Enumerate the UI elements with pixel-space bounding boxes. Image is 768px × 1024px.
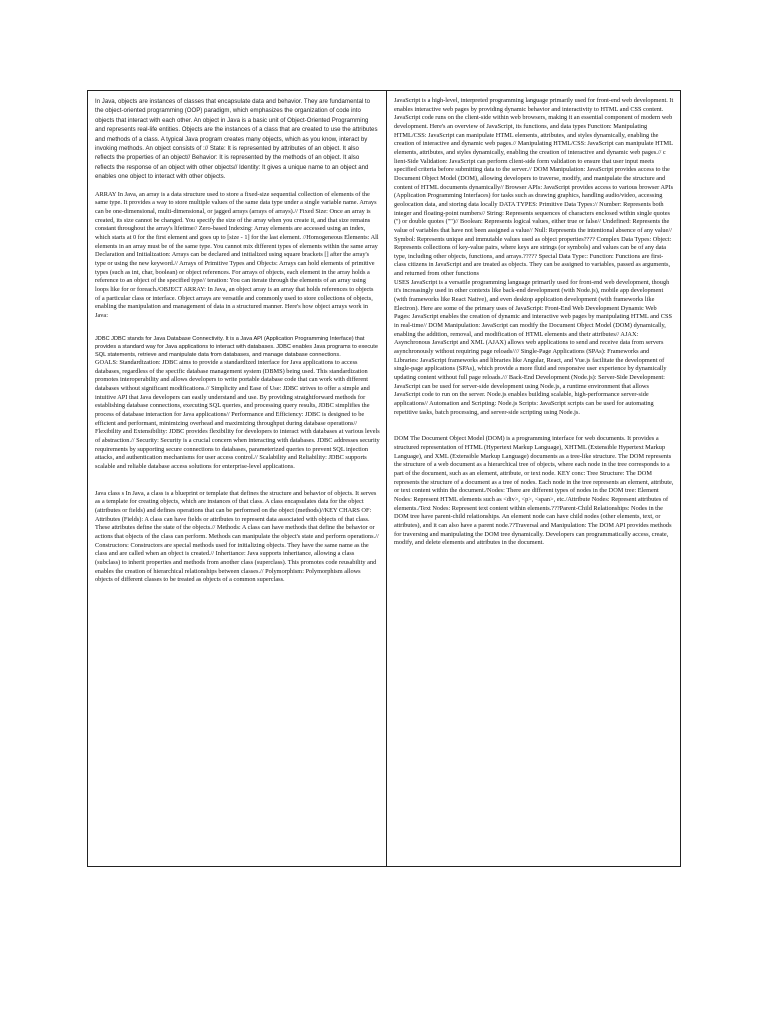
jdbc-goals-paragraph: GOALS: Standardization: JDBC aims to provide a standardized interface for Java applications to access databases, regardless of the specific database management system (DBMS) being used. This standardization promotes interoperability and allows developers to write portable database code that can work with different databases without significant modifications.// Simplicity and Ease of Use: JDBC strives to offer a simple and intuitive API that Java developers can easily understand and use. By providing straightforward methods for establishing database connections, executing SQL queries, and processing query results, JDBC simplifies the process of database interaction for Java applications// Performance and Efficiency: JDBC is designed to be efficient and performant, minimizing overhead and maximizing throughput during database operations// Flexibility and Extensibility: JDBC provides flexibility for developers to interact with databases at various levels of abstraction.// Security: Security is a crucial concern when interacting with databases. JDBC addresses security requirements by supporting secure connections to databases, parameterized queries to prevent SQL injection attacks, and authentication mechanisms for user access control.// Scalability and Reliability: JDBC supports scalable and reliable database access solutions for enterprise-level applications. xyxy=(95,359,380,470)
right-column xyxy=(387,91,680,866)
java-class-paragraph: Java class s In Java, a class is a blueprint or template that defines the structure and behavior of objects. It serves as a template for creating objects, which are instances of that class. A class encapsulates data for the object (attributes or fields) and defines operations that can be performed on the object (methods)//KEY CHARS OF: Attributes (Fields): A class can have fields or attributes to represent data associated with objects of that class. These attributes define the state of the objects.// Methods: A class can have methods that define the behavior or actions that objects of the class can perform. Methods can manipulate the object's state and perform operations.// Constructors: Constructors are special methods used for initializing objects. They have the same name as the class and are called when an object is created.// Inheritance: Java supports inheritance, allowing a class (subclass) to inherit properties and methods from another class (superclass). This promotes code reusability and enables the creation of hierarchical relationships between classes.// Polymorphism: Polymorphism allows objects of different classes to be treated as objects of a common superclass. xyxy=(95,489,379,584)
array-paragraph: ARRAY In Java, an array is a data structure used to store a fixed-size sequential collection of elements of the same type. It provides a way to store multiple values of the same data type under a single variable name. Arrays can be one-dimensional, multi-dimensional, or jagged arrays (arrays of arrays).// Fixed Size: Once an array is created, its size cannot be changed. You specify the size of the array when you create it, and that size remains constant throughout the array's lifetime// Zero-based Indexing: Array elements are accessed using an index, which starts at 0 for the first element and goes up to [size - 1] for the last element. //Homogeneous Elements: All elements in an array must be of the same type. You cannot mix different types of elements within the same array Declaration and Initialization: Arrays can be declared and initialized using square brackets [] after the array's type or using the new keyword.// Arrays of Primitive Types and Objects: Arrays can hold elements of primitive types (such as int, char, boolean) or object references. For arrays of objects, each element in the array holds a reference to an object of the specified type// teration: You can iterate through the elements of an array using loops like for or foreach./OBJECT ARRAY: In Java, an object array is an array that holds references to objects of a particular class or interface. Object arrays are versatile and commonly used to store collections of objects, enabling the manipulation and management of data in a structured manner. Here's how object arrays work in Java: xyxy=(95,190,379,319)
left-column xyxy=(88,91,387,866)
javascript-uses-paragraph: USES JavaScript is a versatile programming language primarily used for front-end web development, though it's increasingly used in other contexts like back-end development (with Node.js), mobile app development (with frameworks like React Native), and even desktop application development (with frameworks like Electron). Here are some of the primary uses of JavaScript: Front-End Web Development Dynamic Web Pages: JavaScript enables the creation of dynamic and interactive web pages by manipulating HTML and CSS in real-time// DOM Manipulation: JavaScript can modify the Document Object Model (DOM) dynamically, enabling the addition, removal, and modification of HTML elements and their attributes// AJAX: Asynchronous JavaScript and XML (AJAX) allows web applications to send and receive data from servers asynchronously without requiring page reloads//// Single-Page Applications (SPAs): Frameworks and Libraries: JavaScript frameworks and libraries like Angular, React, and Vue.js facilitate the development of single-page applications (SPAs), which provide a more fluid and responsive user experience by dynamically updating content without full page reloads./// Back-End Development (Node.js): Server-Side Development: JavaScript can be used for server-side development using Node.js, a runtime environment that allows JavaScript code to run on the server. Node.js enables building scalable, high-performance server-side applications// Automation and Scripting: Node.js Scripts: JavaScript scripts can be used for automating repetitive tasks, batch processing, and server-side scripting using Node.js. xyxy=(394,278,672,416)
oop-objects-paragraph: In Java, objects are instances of classes that encapsulate data and behavior. They are fundamental to the object-oriented programming (OOP) paradigm, which emphasizes the organization of code into objects that interact with each other. An object in Java is a basic unit of Object-Oriented Programming and represents real-life entities. Objects are the instances of a class that are created to use the attributes and methods of a class. A typical Java program creates many objects, which as you know, interact by invoking methods. An object consists of :// State: It is represented by attributes of an object. It also reflects the properties of an object// Behavior: It is represented by the methods of an object. It also reflects the response of an object with other objects// Identity: It gives a unique name to an object and enables one object to interact with other objects. xyxy=(95,98,378,181)
jdbc-intro-paragraph: JDBC JDBC stands for Java Database Connectivity. It is a Java API (Application Programming Interface) that provides a standard way for Java applications to interact with databases. JDBC enables Java programs to execute SQL statements, retrieve and manipulate data from databases, and manage database connections. xyxy=(95,335,378,358)
dom-paragraph: DOM The Document Object Model (DOM) is a programming interface for web documents. It provides a structured representation of HTML (Hypertext Markup Language), XHTML (Extensible Hypertext Markup Language), and XML (Extensible Markup Language) documents as a tree-like structure. The DOM represents the structure of a web document as a hierarchical tree of objects, where each node in the tree corresponds to a part of the document, such as an element, attribute, or text node. KEY conc: Tree Structure: The DOM represents the structure of a document as a tree of nodes. Each node in the tree represents an element, attribute, or text content within the document./Nodes: There are different types of nodes in the DOM tree: Element Nodes: Represent HTML elements such as <div>, <p>, <span>, etc./Attribute Nodes: Represent attributes of elements./Text Nodes: Represent text content within elements.???Parent-Child Relationships: Nodes in the DOM tree have parent-child relationships. An element node can have child nodes (other elements, text, or attributes), and it can also have a parent node.??Traversal and Manipulation: The DOM API provides methods for traversing and manipulating the DOM tree dynamically. Developers can programmatically access, create, modify, and delete elements and attributes in the document. xyxy=(394,435,674,547)
document-page xyxy=(87,90,681,867)
javascript-paragraph: JavaScript is a high-level, interpreted programming language primarily used for front-end web development. It enables interactive web pages by providing dynamic behavior and interactivity to HTML and CSS content. JavaScript code runs on the client-side within web browsers, making it an essential component of modern web development. Here's an overview of JavaScript, its functions, and data types Function: Manipulating HTML/CSS: JavaScript can manipulate HTML elements, attributes, and styles dynamically, enabling the creation of interactive and dynamic web pages.// Manipulating HTML/CSS: JavaScript can manipulate HTML elements, attributes, and styles dynamically, enabling the creation of interactive and dynamic web pages.// c lient-Side Validation: JavaScript can perform client-side form validation to ensure that user input meets specified criteria before submitting data to the server.// DOM Manipulation: JavaScript provides access to the Document Object Model (DOM), allowing developers to traverse, modify, and manipulate the structure and content of HTML documents dynamically// Browser APIs: JavaScript provides access to various browser APIs (Application Programming Interfaces) for tasks such as drawing graphics, handling audio/video, accessing geolocation data, and storing data locally DATA TYPES: Primitive Data Types:// Number: Represents both integer and floating-point numbers// String: Represents sequences of characters enclosed within single quotes ('') or double quotes ("")// Boolean: Represents logical values, either true or false// Undefined: Represents the value of variables that have not been assigned a value// Null: Represents the intentional absence of any value// Symbol: Represents unique and immutable values used as object properties???? Complex Data Types: Object: Represents collections of key-value pairs, where keys are strings (or symbols) and values can be of any data type, including other objects, functions, and arrays.????? Special Data Type:: Function: Functions are first-class citizens in JavaScript and are treated as objects. They can be assigned to variables, passed as arguments, and returned from other functions xyxy=(394,97,674,278)
